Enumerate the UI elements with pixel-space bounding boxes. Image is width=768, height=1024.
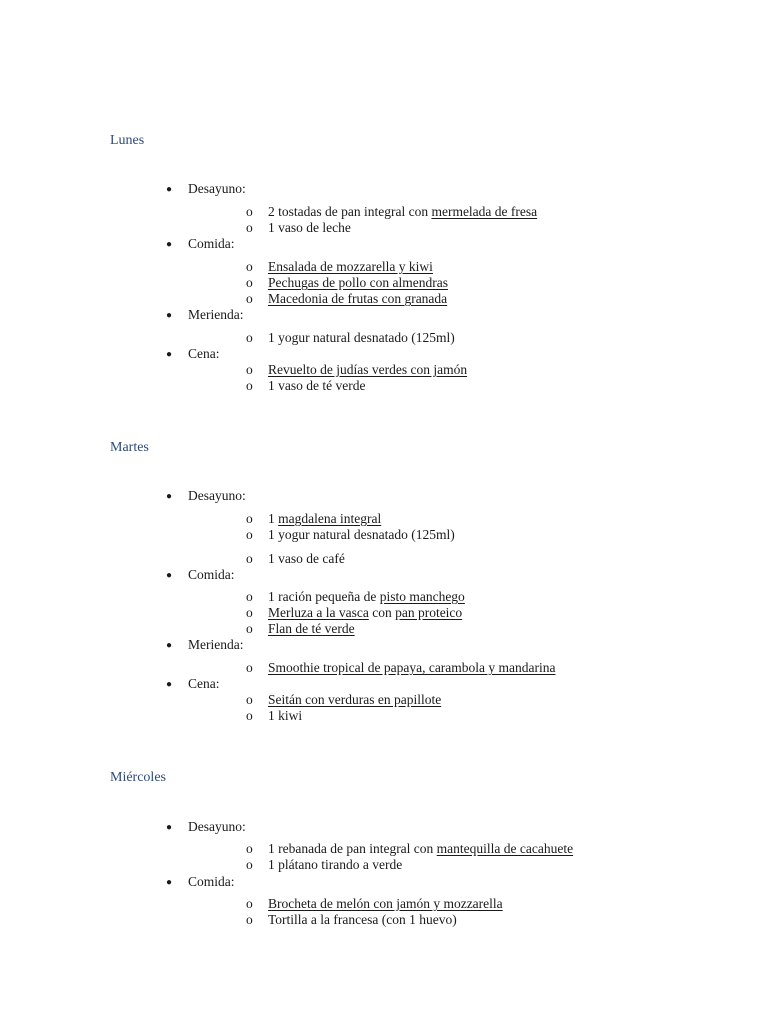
bullet-icon: ● (166, 491, 173, 502)
sub-bullet-icon: o (246, 551, 253, 566)
food-text: 1 yogur natural desnatado (125ml) (268, 330, 455, 345)
bullet-icon: ● (166, 679, 173, 690)
meal-label: Desayuno: (188, 181, 246, 196)
meal-label: Comida: (188, 567, 235, 582)
food-text: 1 vaso de té verde (268, 378, 366, 393)
food-text: 1 vaso de leche (268, 220, 351, 235)
sub-bullet-icon: o (246, 204, 253, 219)
sub-bullet-icon: o (246, 589, 253, 604)
recipe-link[interactable]: pan proteico (395, 605, 463, 620)
food-list-item (246, 551, 345, 567)
meal-item (166, 346, 220, 362)
food-list-item (246, 708, 302, 724)
sub-bullet-icon: o (246, 660, 253, 675)
food-list-item (246, 275, 448, 291)
food-list-item (246, 220, 351, 236)
food-list-item (246, 912, 457, 928)
sub-bullet-icon: o (246, 362, 253, 377)
food-list-item (246, 857, 402, 873)
sub-bullet-icon: o (246, 527, 253, 542)
sub-bullet-icon: o (246, 330, 253, 345)
day-heading: Lunes (110, 133, 145, 148)
bullet-icon: ● (166, 239, 173, 250)
recipe-link[interactable]: Merluza a la vasca (268, 605, 369, 620)
food-list-item (246, 511, 381, 527)
bullet-icon: ● (166, 310, 173, 321)
food-list-item (246, 841, 573, 857)
bullet-icon: ● (166, 877, 173, 888)
sub-bullet-icon: o (246, 378, 253, 393)
sub-bullet-icon: o (246, 605, 253, 620)
bullet-icon: ● (166, 349, 173, 360)
meal-label: Comida: (188, 236, 235, 251)
bullet-icon: ● (166, 570, 173, 581)
sub-bullet-icon: o (246, 857, 253, 872)
food-text: 1 plátano tirando a verde (268, 857, 403, 872)
meal-item (166, 637, 243, 653)
sub-bullet-icon: o (246, 841, 253, 856)
meal-label: Desayuno: (188, 819, 246, 834)
recipe-link[interactable]: Brocheta de melón con jamón y mozzarella (268, 896, 503, 911)
food-list-item (246, 692, 441, 708)
food-list-item (246, 605, 462, 621)
food-list-item (246, 527, 455, 543)
food-list-item (246, 660, 556, 676)
sub-bullet-icon: o (246, 708, 253, 723)
meal-item (166, 874, 235, 890)
sub-bullet-icon: o (246, 259, 253, 274)
bullet-icon: ● (166, 822, 173, 833)
meal-label: Cena: (188, 676, 220, 691)
meal-item (166, 236, 235, 252)
food-list-item (246, 330, 455, 346)
food-list-item (246, 589, 465, 605)
recipe-link[interactable]: Revuelto de judías verdes con jamón (268, 362, 468, 377)
meal-item (166, 181, 246, 197)
food-text: con (368, 605, 396, 620)
recipe-link[interactable]: Smoothie tropical de papaya, carambola y mandarina (268, 660, 556, 675)
recipe-link[interactable]: mermelada de fresa (431, 204, 538, 219)
meal-item (166, 307, 243, 323)
food-text: 1 (268, 511, 279, 526)
meal-item (166, 567, 235, 583)
food-list-item (246, 378, 365, 394)
food-list-item (246, 896, 503, 912)
food-list-item (246, 621, 355, 637)
meal-item (166, 488, 246, 504)
sub-bullet-icon: o (246, 275, 253, 290)
food-text: 1 kiwi (268, 708, 303, 723)
bullet-icon: ● (166, 640, 173, 651)
recipe-link[interactable]: pisto manchego (379, 589, 465, 604)
meal-label: Merienda: (188, 637, 244, 652)
sub-bullet-icon: o (246, 511, 253, 526)
food-list-item (246, 362, 467, 378)
recipe-link[interactable]: magdalena integral (278, 511, 382, 526)
recipe-link[interactable]: mantequilla de cacahuete (436, 841, 574, 856)
food-text: Tortilla a la francesa (con 1 huevo) (268, 912, 457, 927)
recipe-link[interactable]: Macedonia de frutas con granada (268, 291, 448, 306)
sub-bullet-icon: o (246, 220, 253, 235)
food-text: 2 tostadas de pan integral con (268, 204, 432, 219)
recipe-link[interactable]: Seitán con verduras en papillote (268, 692, 442, 707)
sub-bullet-icon: o (246, 912, 253, 927)
sub-bullet-icon: o (246, 621, 253, 636)
sub-bullet-icon: o (246, 896, 253, 911)
meal-label: Desayuno: (188, 488, 246, 503)
food-list-item (246, 291, 447, 307)
sub-bullet-icon: o (246, 291, 253, 306)
meal-label: Cena: (188, 346, 220, 361)
recipe-link[interactable]: Ensalada de mozzarella y kiwi (268, 259, 433, 274)
sub-bullet-icon: o (246, 692, 253, 707)
meal-label: Merienda: (188, 307, 244, 322)
food-text: 1 yogur natural desnatado (125ml) (268, 527, 455, 542)
food-text: 1 ración pequeña de (268, 589, 380, 604)
recipe-link[interactable]: Pechugas de pollo con almendras (268, 275, 448, 290)
meal-label: Comida: (188, 874, 235, 889)
day-heading: Miércoles (110, 770, 166, 785)
food-list-item (246, 259, 433, 275)
meal-item (166, 819, 246, 835)
meal-item (166, 676, 220, 692)
food-text: 1 rebanada de pan integral con (268, 841, 437, 856)
day-heading: Martes (110, 440, 149, 455)
food-list-item (246, 204, 537, 220)
recipe-link[interactable]: Flan de té verde (268, 621, 355, 636)
food-text: 1 vaso de café (268, 551, 345, 566)
bullet-icon: ● (166, 184, 173, 195)
